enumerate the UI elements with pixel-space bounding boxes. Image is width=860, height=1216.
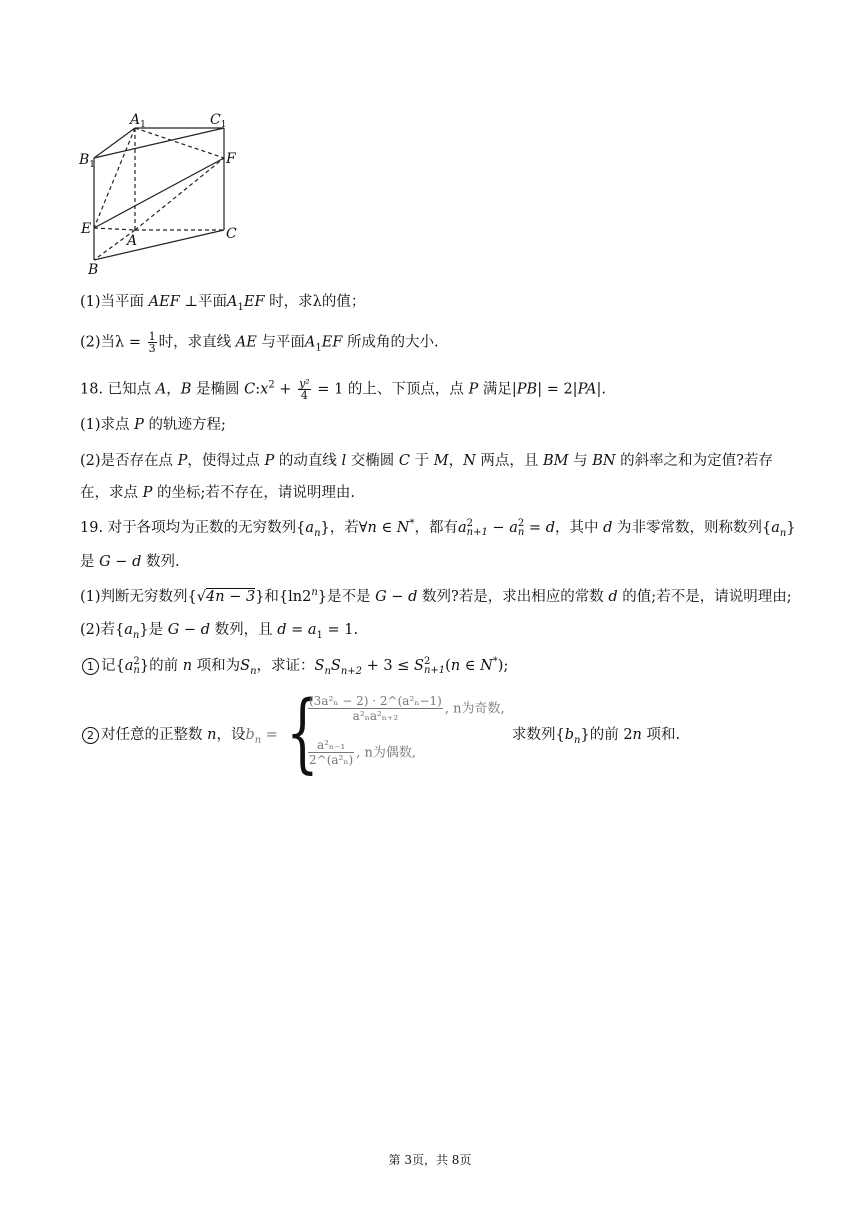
piecewise-definition (286, 683, 505, 783)
fraction-y2-over-4: $\frac{\text{y²}}{4}$ (299, 377, 310, 402)
q18-part2-line1: (2)是否存在点 P，使得过点 P 的动直线 l 交椭圆 C 于 M，N 两点，且 BM 与 BN 的斜率之和为定值?若存 (80, 453, 773, 469)
q18-stem: 18. 已知点 A，B 是椭圆 $C:x^2$ + $\frac{\text{y²}}{4}$ = 1 的上、下顶点，点 P 满足|PB| = 2|PA|. (80, 377, 606, 402)
q19-part1: (1)判断无穷数列{√4n − 3}和{ln2$^n$}是不是 G − d 数列?若是，求出相应的常数 d 的值;若不是，请说明理由; (80, 587, 792, 605)
label-a: A (127, 233, 138, 249)
edge-e-f (94, 158, 224, 228)
label-b: B (88, 262, 99, 278)
label-e: E (81, 221, 92, 237)
edge-a-f (135, 158, 224, 230)
left-brace: { (286, 683, 319, 783)
fraction-one-third: $\frac{1}{3}$ (148, 330, 156, 355)
prism-figure (78, 108, 248, 280)
q19-stem-line2: 是 G − d 数列. (80, 554, 180, 570)
edge-e-a (94, 228, 135, 230)
label-b1: $B_1$ (79, 152, 96, 170)
q19-sub2-lead: 2 对任意的正整数 n，设$b_n$ = (82, 725, 278, 745)
q19-part2: (2)若$\{a_n\}$是 G − d 数列，且 $d = a_1 = 1$. (80, 622, 359, 641)
q17-part2: (2)当λ = $\frac{1}{3}$ 时，求直线 AE 与平面$A_1EF$ 所成角的大小. (80, 330, 439, 355)
page-footer: 第 3页，共 8页 (388, 1153, 472, 1167)
label-f: F (226, 151, 236, 167)
edge-a1-f (135, 128, 224, 158)
q18-part1: (1)求点 P 的轨迹方程; (80, 417, 226, 433)
label-c: C (226, 226, 237, 242)
q19-sub2-tail: 求数列$\{b_n\}$的前 2n 项和. (512, 727, 681, 746)
case-odd: $\frac{\text{(3a²ₙ − 2) · 2\textasciicircum{}(a²ₙ−1)}}{\text{a²ₙa²ₙ₊₂}}$ , n为奇数, (309, 694, 505, 723)
q19-stem-line1: 19. 对于各项均为正数的无穷数列$\{a_n\}$，若∀n ∈ N*，都有a 2 n+1 − a 2 n = d，其中 d 为非零常数，则称数列$\{a_n\}$ (80, 518, 796, 539)
q19-sub1: 1 记{a 2 n }的前 n 项和为$S_n$，求证：$S_nS_{n+2} + 3 \le S$ 2 n+1 (n ∈ N*); (82, 656, 508, 676)
edge-b-c (94, 230, 224, 260)
label-c1: $C_1$ (210, 112, 227, 130)
sqrt-sign: √ (196, 589, 207, 605)
circled-number-1: 1 (82, 658, 99, 675)
q17-part1: (1)当平面 AEF ⊥平面$A_1EF$ 时，求λ的值； (80, 294, 366, 313)
case-even: $\frac{\text{a²ₙ₋₁}}{\text{2\textasciicircum{}(a²ₙ)}}$ , n为偶数, (309, 738, 416, 767)
circled-number-2: 2 (82, 727, 99, 744)
label-a1: $A_1$ (130, 112, 146, 130)
q18-part2-line2: 在，求点 P 的坐标;若不存在，请说明理由. (80, 485, 355, 501)
